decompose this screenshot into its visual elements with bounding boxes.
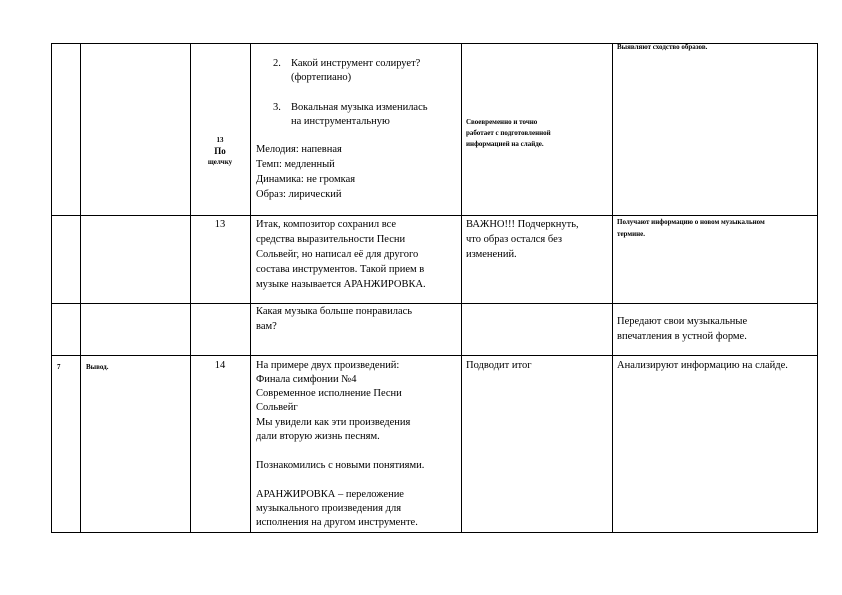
melody-line: Мелодия: напевная <box>256 144 342 155</box>
slide-cell: 13 По щелчку <box>192 135 248 168</box>
slide-number: 13 <box>214 219 226 230</box>
step-number: 7 <box>57 363 61 371</box>
image-line: Образ: лирический <box>256 189 342 200</box>
row-divider <box>51 355 817 356</box>
step-title: Вывод. <box>86 363 109 371</box>
column-divider <box>51 43 52 533</box>
column-divider <box>250 43 251 533</box>
table-bottom-border <box>51 532 817 533</box>
student-activity-cell: Анализируют информацию на слайде. <box>617 360 788 371</box>
column-divider <box>190 43 191 533</box>
row-divider <box>51 215 817 216</box>
slide-number: 13 <box>216 136 224 144</box>
teacher-activity-cell: Подводит итог <box>466 360 532 371</box>
student-activity-cell: Выявляют сходство образов. <box>617 43 708 51</box>
tempo-line: Темп: медленный <box>256 159 335 170</box>
dynamics-line: Динамика: не громкая <box>256 174 356 185</box>
column-divider <box>817 43 818 533</box>
row-divider <box>51 303 817 304</box>
column-divider <box>612 43 613 533</box>
column-divider <box>461 43 462 533</box>
slide-number: 14 <box>214 360 226 371</box>
column-divider <box>80 43 81 533</box>
